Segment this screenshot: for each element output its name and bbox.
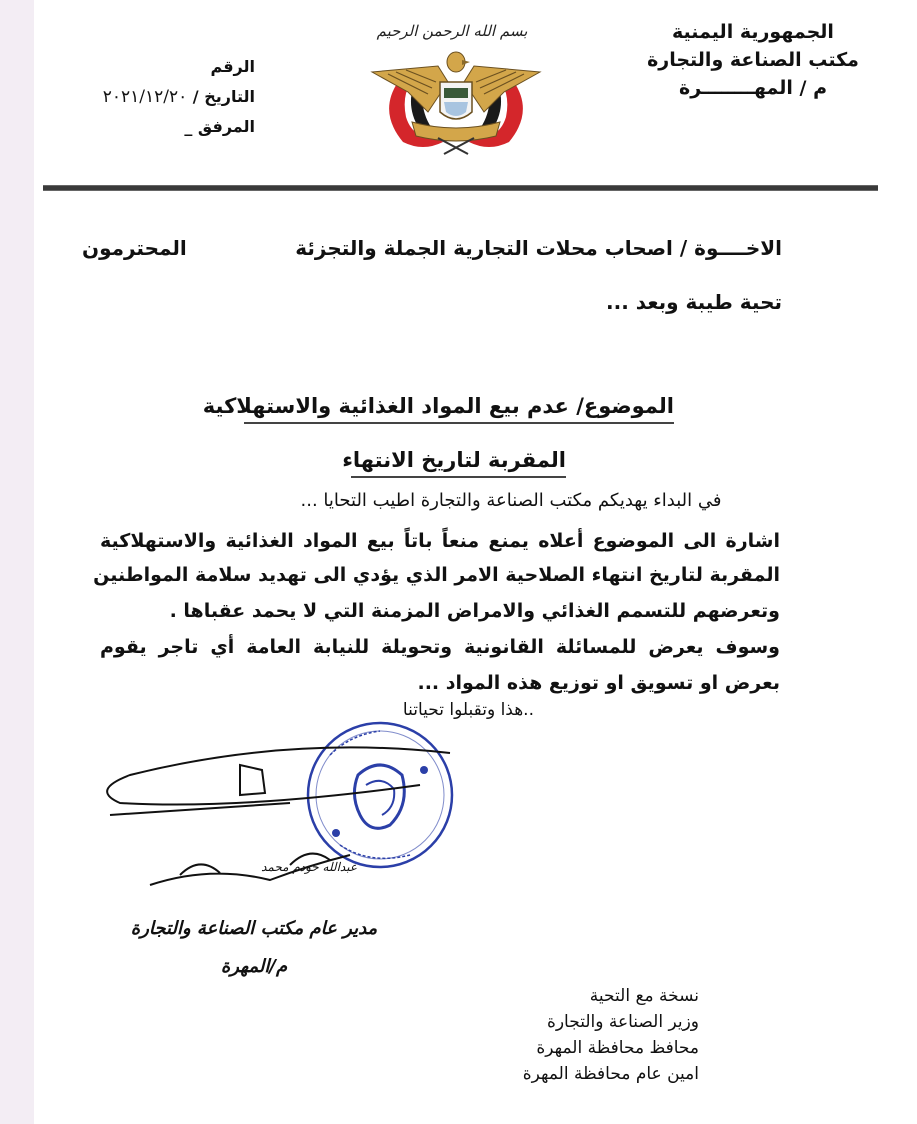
office-name: مكتب الصناعة والتجارة — [647, 49, 859, 71]
date-value: ٢٠٢١/١٢/٢٠ — [102, 87, 188, 107]
cc-item: وزير الصناعة والتجارة — [546, 1012, 699, 1032]
body-line: وسوف يعرض للمسائلة القانونية وتحويلة للنيابة العامة أي تاجر يقوم — [100, 636, 780, 658]
recipient-line — [82, 236, 782, 260]
reference-block — [55, 52, 255, 142]
yemen-eagle-emblem-icon — [368, 42, 544, 157]
branch-name: م / المهــــــــرة — [678, 77, 827, 99]
cc-item: محافظ محافظة المهرة — [536, 1038, 699, 1058]
subject-line-2: المقربة لتاريخ الانتهاء — [351, 448, 566, 478]
recipient-honorific: المحترمون — [82, 236, 187, 260]
country-name: الجمهورية اليمنية — [672, 21, 834, 43]
signer-title: مدير عام مكتب الصناعة والتجارة — [130, 918, 378, 939]
closing-line: ..هذا وتقبلوا تحياتنا — [402, 700, 534, 720]
subject-line-1: الموضوع/ عدم بيع المواد الغذائية والاستهلاكية — [244, 394, 674, 424]
letterhead-block — [603, 18, 903, 102]
body-line: بعرض او تسويق او توزيع هذه المواد ... — [417, 672, 780, 694]
basmala: بسم الله الرحمن الرحيم — [376, 22, 528, 40]
cc-item: امين عام محافظة المهرة — [522, 1064, 699, 1084]
signer-branch: م/المهرة — [220, 956, 288, 977]
body-line: اشارة الى الموضوع أعلاه يمنع منعاً باتاً بيع المواد الغذائية والاستهلاكية — [100, 530, 780, 552]
reference-number-label: الرقم — [210, 57, 255, 76]
signer-name: عبدالله حودم محمد — [261, 860, 357, 874]
body-line: المقربة لتاريخ انتهاء الصلاحية الامر الذي يؤدي الى تهديد سلامة المواطنين — [93, 564, 780, 586]
body-intro: في البداء يهديكم مكتب الصناعة والتجارة اطيب التحايا ... — [300, 490, 722, 511]
body-line: وتعرضهم للتسمم الغذائي والامراض المزمنة التي لا يحمد عقباها . — [169, 600, 780, 622]
cc-block — [399, 983, 699, 1087]
recipient-address: الاخــــوة / اصحاب محلات التجارية الجملة والتجزئة — [295, 236, 782, 260]
greeting: تحية طيبة وبعد ... — [606, 290, 782, 314]
signature-title-block — [104, 910, 404, 986]
header-divider — [43, 185, 878, 191]
date-row — [55, 82, 255, 112]
attachments-label: المرفق _ — [184, 117, 255, 136]
cc-heading: نسخة مع التحية — [589, 986, 699, 1006]
date-label: التاريخ / — [192, 87, 255, 106]
signature-and-stamp — [90, 715, 470, 905]
